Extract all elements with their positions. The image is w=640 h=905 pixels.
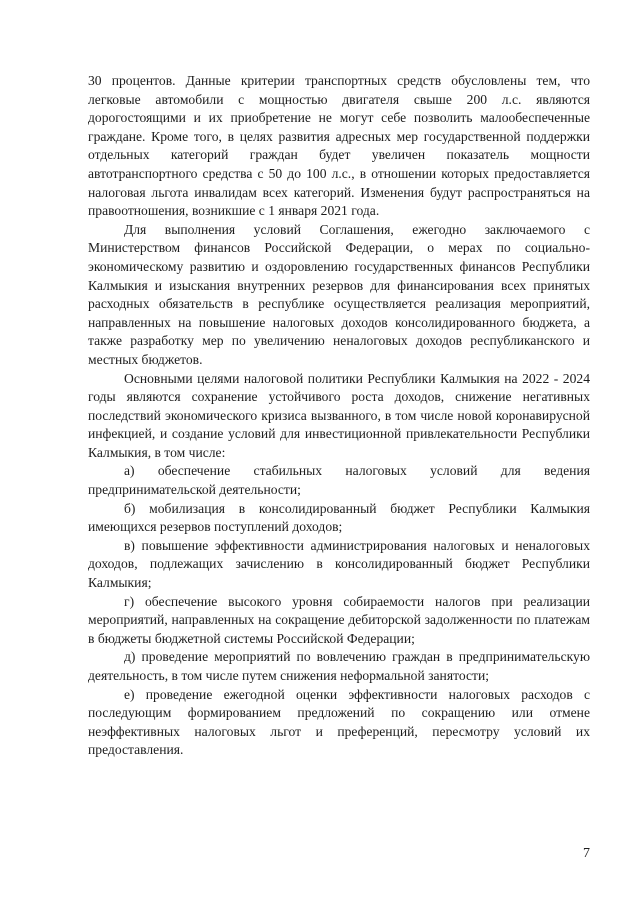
list-item-g: г) обеспечение высокого уровня собираемости налогов при реализации мероприятий, направленных на сокращение дебиторской задолженности по платежам в бюджеты бюджетной системы Российской Федерации; <box>88 593 590 646</box>
list-item-c: в) повышение эффективности администрирования налоговых и неналоговых доходов, подлежащих зачислению в консолидированный бюджет Республики Калмыкия; <box>88 537 590 591</box>
paragraph-goals: Основными целями налоговой политики Республики Калмыкия на 2022 - 2024 годы являются сохранение устойчивого роста доходов, снижение негативных последствий экономического кризиса вызванного, в том числе новой коронавирусной инфекцией, и создание условий для инвестиционной привлекательности Республики Калмыкия, в том числе: <box>88 370 590 460</box>
document-body <box>88 72 590 760</box>
paragraph-continuation: 30 процентов. Данные критерии транспортных средств обусловлены тем, что легковые автомобили с мощностью двигателя свыше 200 л.с. являются дорогостоящими и их приобретение не могут себе позволить малообеспеченные граждане. Кроме того, в целях развития адресных мер государственной поддержки отдельных категорий граждан будет увеличен показатель мощности автотранспортного средства с 50 до 100 л.с., в отношении которых предоставляется налоговая льгота инвалидам всех категорий. Изменения будут распространяться на правоотношения, возникшие с 1 января 2021 года. <box>88 73 590 219</box>
list-item-e: е) проведение ежегодной оценки эффективности налоговых расходов с последующим формированием предложений по сокращению или отмене неэффективных налоговых льгот и преференций, пересмотру условий их предоставления. <box>88 686 590 758</box>
list-item-a: а) обеспечение стабильных налоговых условий для ведения предпринимательской деятельности; <box>88 463 590 498</box>
list-item-b: б) мобилизация в консолидированный бюджет Республики Калмыкия имеющихся резервов поступлений доходов; <box>88 500 590 535</box>
paragraph-agreement: Для выполнения условий Соглашения, ежегодно заключаемого с Министерством финансов Российской Федерации, о мерах по социально-экономическому развитию и оздоровлению государственных финансов Республики Калмыкия и изыскания внутренних резервов для финансирования всех принятых расходных обязательств в республике осуществляется реализация мероприятий, направленных на повышение налоговых доходов консолидированного бюджета, а также разработку мер по увеличению неналоговых доходов республиканского и местных бюджетов. <box>88 221 590 367</box>
page-number: 7 <box>583 846 590 861</box>
list-item-d: д) проведение мероприятий по вовлечению граждан в предпринимательскую деятельность, в том числе путем снижения неформальной занятости; <box>88 649 590 683</box>
